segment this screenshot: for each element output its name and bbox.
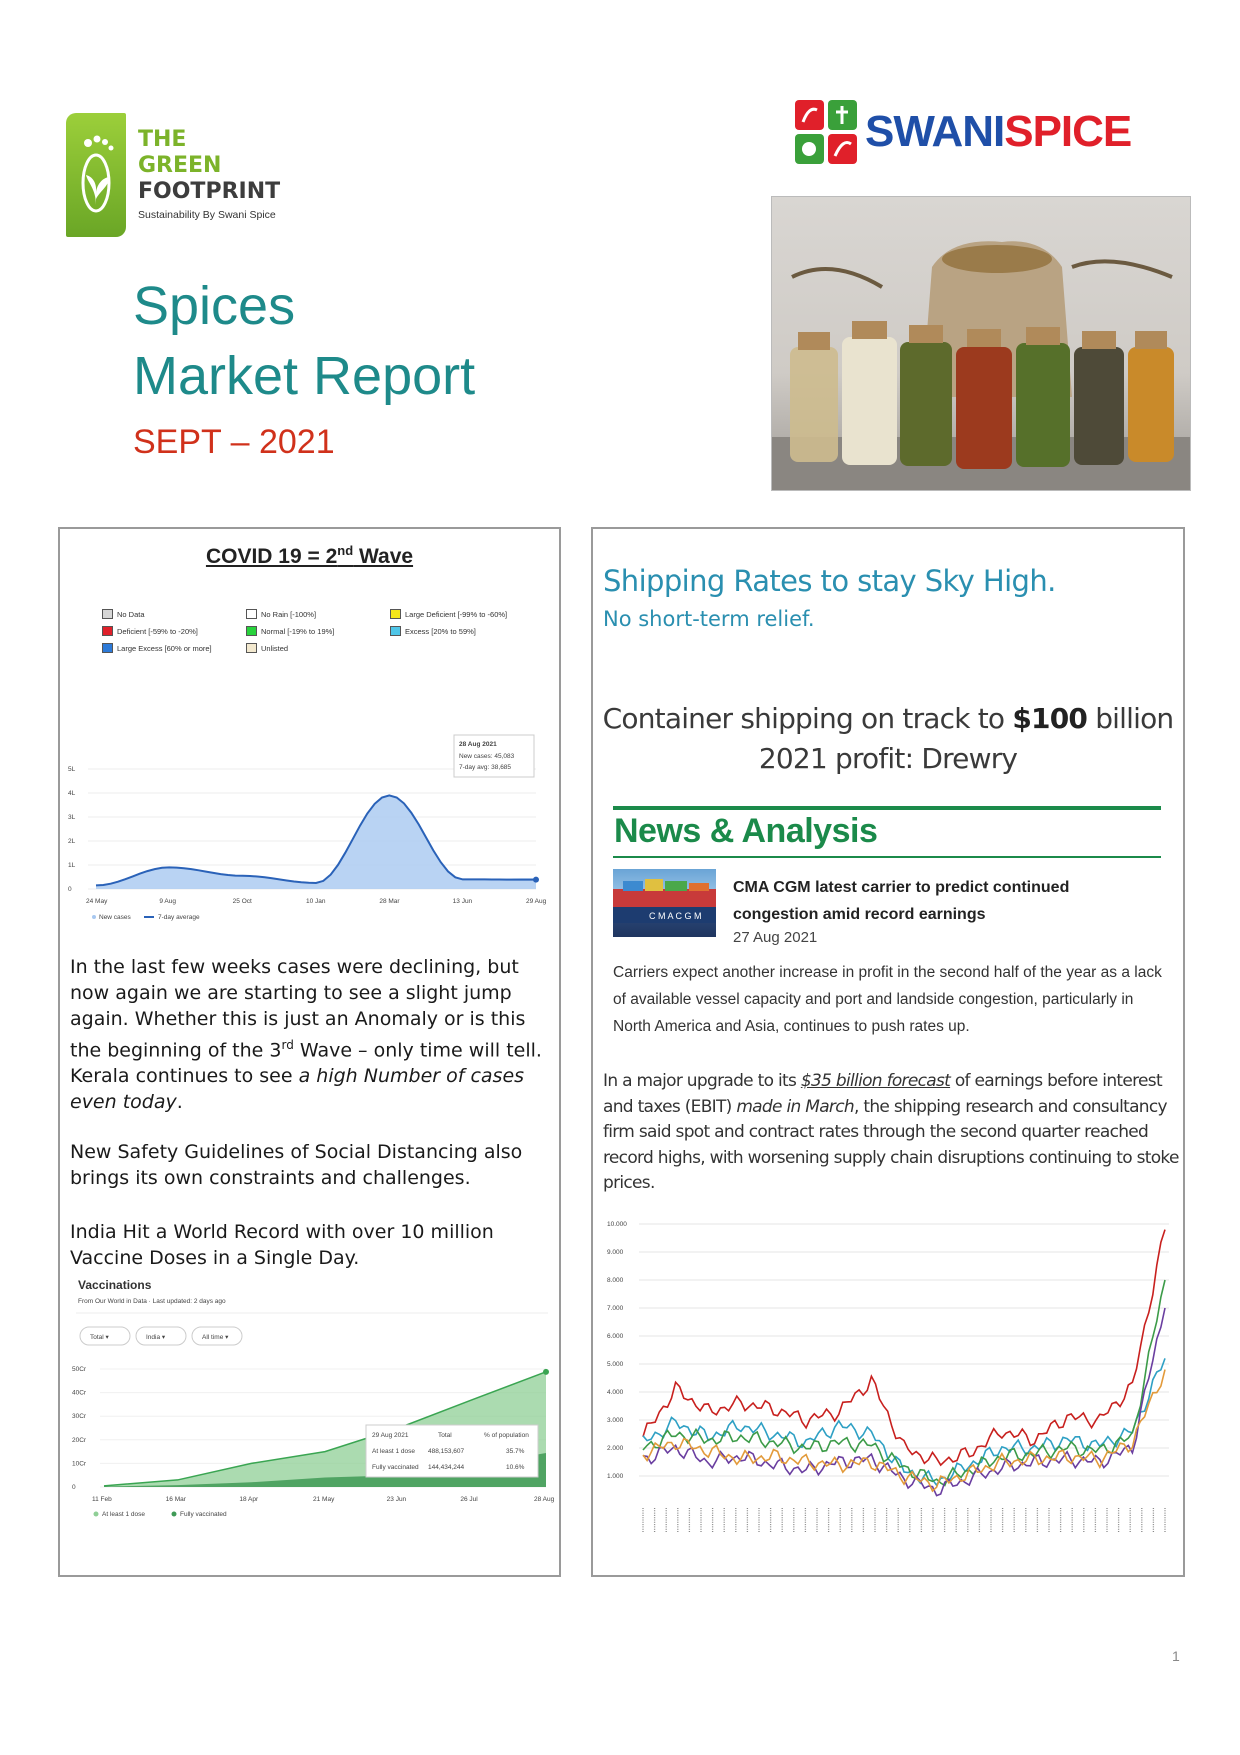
y-tick-label: 1L bbox=[68, 862, 76, 869]
y-tick-label: 9.000 bbox=[607, 1249, 624, 1256]
footprint-icon bbox=[66, 113, 126, 237]
tooltip-r1: At least 1 dose bbox=[372, 1448, 415, 1455]
report-date: SEPT – 2021 bbox=[133, 423, 335, 461]
tooltip-r1-pct: 35.7% bbox=[506, 1448, 525, 1455]
vax-control-0[interactable] bbox=[80, 1327, 130, 1345]
y-tick-label: 50Cr bbox=[72, 1366, 87, 1373]
logo-tagline: Sustainability By Swani Spice bbox=[138, 209, 276, 221]
swanispice-mark-icon bbox=[795, 100, 857, 164]
y-tick-label: 8.000 bbox=[607, 1277, 624, 1284]
legend-label: No Data bbox=[117, 609, 145, 619]
covid-title bbox=[60, 543, 559, 569]
page-number: 1 bbox=[1172, 1648, 1180, 1664]
report-title-line1: Spices bbox=[133, 276, 296, 336]
swanispice-logo bbox=[795, 100, 1180, 168]
legend-swatch bbox=[246, 643, 257, 653]
news-divider-bottom bbox=[613, 856, 1161, 858]
y-tick-label: 4L bbox=[68, 790, 76, 797]
y-tick-label: 5.000 bbox=[607, 1361, 624, 1368]
vaccination-chart bbox=[66, 1277, 560, 1569]
control-label: Total ▾ bbox=[90, 1334, 109, 1341]
legend-label: Deficient [-59% to -20%] bbox=[117, 626, 198, 636]
x-tick-label: 11 Feb bbox=[92, 1496, 112, 1503]
tooltip-date: 28 Aug 2021 bbox=[459, 741, 497, 748]
x-tick-label: 28 Aug bbox=[534, 1496, 555, 1503]
x-tick-label: 18 Apr bbox=[239, 1496, 259, 1503]
legend-swatch bbox=[102, 643, 113, 653]
vaccine-record-paragraph: India Hit a World Record with over 10 million Vaccine Doses in a Single Day. bbox=[70, 1221, 494, 1269]
covid-title-sup: nd bbox=[337, 543, 354, 558]
legend-label: Large Deficient [-99% to -60%] bbox=[405, 609, 508, 619]
legend-item bbox=[246, 643, 390, 653]
tooltip-r2-value: 144,434,244 bbox=[428, 1464, 465, 1471]
latest-point bbox=[543, 1369, 549, 1375]
legend-item bbox=[102, 609, 246, 619]
spice-jars-photo bbox=[771, 196, 1191, 491]
covid-text-c: . bbox=[176, 1091, 183, 1114]
ebit-text-italic: made in March bbox=[736, 1096, 854, 1117]
x-tick-label: 29 Aug bbox=[526, 898, 547, 905]
jar-5 bbox=[1016, 327, 1070, 467]
legend-item bbox=[102, 626, 246, 636]
legend-item bbox=[246, 626, 390, 636]
latest-point bbox=[533, 877, 539, 883]
legend-item bbox=[390, 609, 540, 619]
covid-text-b: Wave – only time will tell. Kerala continues to see bbox=[70, 1039, 542, 1088]
ebit-text-a: In a major upgrade to its bbox=[603, 1071, 801, 1091]
x-tick-label: 26 Jul bbox=[460, 1496, 478, 1503]
legend-label: Normal [-19% to 19%] bbox=[261, 626, 335, 636]
wordmark-spice: SPICE bbox=[1004, 107, 1132, 156]
legend-first-dose: At least 1 dose bbox=[102, 1511, 145, 1518]
shipping-headline: Shipping Rates to stay Sky High. bbox=[603, 564, 1056, 598]
legend-new-cases: New cases bbox=[99, 914, 131, 921]
legend-label: Excess [20% to 59%] bbox=[405, 626, 476, 636]
tooltip-date: 29 Aug 2021 bbox=[372, 1432, 409, 1439]
ebit-paragraph bbox=[603, 1069, 1183, 1197]
report-title-line2: Market Report bbox=[133, 346, 476, 406]
shipping-panel bbox=[591, 527, 1185, 1577]
legend-label: Unlisted bbox=[261, 643, 289, 653]
legend-label: Large Excess [60% or more] bbox=[117, 643, 212, 653]
legend-dot-new bbox=[92, 915, 96, 919]
legend-item bbox=[246, 609, 390, 619]
jar-3 bbox=[900, 325, 952, 466]
covid-paragraph bbox=[70, 954, 560, 1115]
rate-series-0 bbox=[643, 1230, 1165, 1466]
covid-title-pre: COVID 19 = 2 bbox=[205, 545, 338, 568]
logo-line-3: FOOTPRINT bbox=[138, 179, 281, 204]
legend-item bbox=[102, 643, 246, 653]
y-tick-label: 4.000 bbox=[607, 1389, 624, 1396]
logo-line-2: GREEN bbox=[138, 153, 222, 178]
tooltip-avg: 7-day avg: 38,685 bbox=[459, 764, 512, 771]
vax-title: Vaccinations bbox=[78, 1278, 152, 1292]
y-tick-label: 30Cr bbox=[72, 1413, 87, 1421]
legend-swatch bbox=[390, 626, 401, 636]
news-analysis-title: News & Analysis bbox=[614, 812, 878, 850]
legend-fully: Fully vaccinated bbox=[180, 1511, 227, 1518]
cma-article-lead: Carriers expect another increase in profit in the second half of the year as a lack of available vessel capacity and port and landside congestion, particularly in North America and Asia, continues to push rates up. bbox=[613, 964, 1162, 1035]
container-ship-thumbnail[interactable] bbox=[613, 869, 716, 937]
covid-tooltip bbox=[454, 735, 534, 777]
legend-label: No Rain [-100%] bbox=[261, 609, 317, 619]
jar-1 bbox=[790, 332, 838, 462]
new-cases-area bbox=[96, 795, 536, 889]
green-footprint-logo bbox=[66, 113, 306, 238]
y-tick-label: 2.000 bbox=[607, 1445, 624, 1452]
wordmark-swani: SWANI bbox=[865, 107, 1005, 156]
legend-swatch bbox=[102, 626, 113, 636]
x-tick-label: 24 May bbox=[86, 898, 108, 905]
vax-source: From Our World in Data · Last updated: 2 days ago bbox=[78, 1298, 226, 1305]
y-tick-label: 3L bbox=[68, 814, 76, 821]
y-tick-label: 5L bbox=[68, 766, 76, 773]
rainfall-legend bbox=[102, 609, 542, 653]
y-tick-label: 6.000 bbox=[607, 1333, 624, 1340]
tooltip-col1: Total bbox=[438, 1432, 452, 1439]
drewry-text-a: Container shipping on track to bbox=[602, 702, 1013, 735]
x-tick-label: 9 Aug bbox=[159, 898, 176, 905]
x-tick-label: 10 Jan bbox=[306, 898, 326, 905]
vax-tooltip bbox=[366, 1425, 538, 1477]
vax-control-1[interactable] bbox=[136, 1327, 186, 1345]
legend-swatch bbox=[246, 609, 257, 619]
covid-text-sup: rd bbox=[281, 1038, 294, 1052]
tooltip-col2: % of population bbox=[484, 1432, 529, 1439]
logo-line-1: THE bbox=[138, 127, 187, 152]
jar-7 bbox=[1128, 331, 1174, 462]
legend-avg: 7-day average bbox=[158, 914, 200, 921]
tooltip-r2: Fully vaccinated bbox=[372, 1464, 419, 1471]
legend-dot-full bbox=[172, 1512, 177, 1517]
cma-article-date: 27 Aug 2021 bbox=[733, 929, 818, 946]
x-tick-label: 21 May bbox=[313, 1496, 335, 1503]
covid-title-post: Wave bbox=[353, 545, 414, 568]
x-tick-label: 16 Mar bbox=[165, 1496, 186, 1503]
y-tick-label: 0 bbox=[68, 886, 72, 893]
drewry-text-c: billion 2021 profit: Drewry bbox=[758, 702, 1174, 775]
y-tick-label: 2L bbox=[68, 838, 76, 845]
y-tick-label: 0 bbox=[72, 1484, 76, 1491]
tooltip-r1-value: 488,153,607 bbox=[428, 1448, 465, 1455]
x-tick-label: 13 Jun bbox=[452, 898, 473, 905]
swanispice-wordmark bbox=[865, 104, 1131, 160]
covid-panel bbox=[58, 527, 561, 1577]
covid-cases-chart bbox=[66, 729, 560, 949]
covid-text-a: In the last few weeks cases were declining, but now again we are starting to see a slight jump again. Whether this is just an Anomaly or is this the beginning of the 3 bbox=[70, 956, 526, 1062]
legend-dot-first bbox=[94, 1512, 99, 1517]
tooltip-new-cases: New cases: 45,083 bbox=[459, 753, 515, 760]
legend-swatch bbox=[102, 609, 113, 619]
control-label: India ▾ bbox=[146, 1334, 166, 1341]
legend-item bbox=[390, 626, 540, 636]
vax-control-2[interactable] bbox=[192, 1327, 242, 1345]
jar-6 bbox=[1074, 331, 1124, 465]
y-tick-label: 10Cr bbox=[72, 1460, 87, 1468]
y-tick-label: 7.000 bbox=[607, 1305, 624, 1312]
jar-2 bbox=[842, 321, 897, 465]
x-tick-label: 25 Oct bbox=[232, 898, 252, 905]
y-tick-label: 3.000 bbox=[607, 1417, 624, 1424]
y-tick-label: 1.000 bbox=[607, 1473, 624, 1480]
news-divider-top bbox=[613, 806, 1161, 810]
distancing-paragraph: New Safety Guidelines of Social Distancing also brings its own constraints and challenges. bbox=[70, 1141, 523, 1189]
legend-swatch bbox=[390, 609, 401, 619]
tooltip-r2-pct: 10.6% bbox=[506, 1464, 525, 1471]
drewry-headline bbox=[593, 699, 1183, 779]
shipping-subheadline: No short-term relief. bbox=[603, 607, 815, 631]
control-label: All time ▾ bbox=[202, 1334, 229, 1341]
ship-hull-label: C M A C G M bbox=[649, 911, 702, 921]
ebit-text-b: of earnings before interest and taxes (EBIT) bbox=[603, 1071, 1162, 1117]
jar-4 bbox=[956, 329, 1012, 469]
y-tick-label: 20Cr bbox=[72, 1436, 87, 1444]
cma-article-title[interactable]: CMA CGM latest carrier to predict continued congestion amid record earnings bbox=[733, 879, 1070, 923]
freight-rate-chart bbox=[599, 1214, 1179, 1574]
legend-swatch bbox=[246, 626, 257, 636]
y-tick-label: 10.000 bbox=[607, 1221, 627, 1228]
ebit-text-c: , the shipping research and consultancy firm said spot and contract rates through the second quarter reached record highs, with worsening supply chain disruptions continuing to stoke prices. bbox=[603, 1096, 1179, 1193]
y-tick-label: 40Cr bbox=[72, 1389, 87, 1397]
forecast-link[interactable]: $35 billion forecast bbox=[800, 1071, 951, 1091]
covid-text-italic: a high Number of cases even today bbox=[70, 1065, 525, 1114]
drewry-amount: $100 bbox=[1012, 702, 1088, 735]
x-tick-label: 28 Mar bbox=[379, 898, 400, 905]
x-tick-label: 23 Jun bbox=[386, 1496, 407, 1503]
